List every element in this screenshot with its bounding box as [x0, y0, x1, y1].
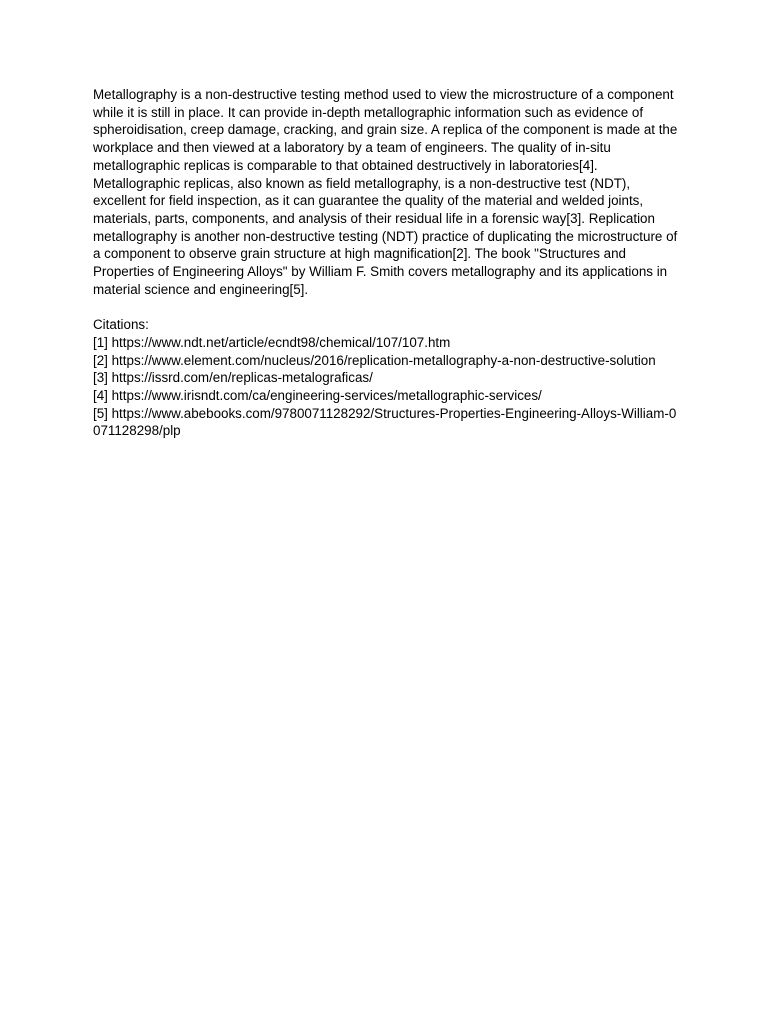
citation-item: [3] https://issrd.com/en/replicas-metalograficas/: [93, 370, 373, 386]
paragraph-spacer: [93, 298, 678, 316]
citation-item: [5] https://www.abebooks.com/9780071128292/Structures-Properties-Engineering-Alloys-William-0071128298/plp: [93, 405, 677, 439]
body-paragraph: Metallography is a non-destructive testing method used to view the microstructure of a component while it is still in place. It can provide in-depth metallographic information such as evidence of spheroidisation, creep damage, cracking, and grain size. A replica of the component is made at the workplace and then viewed at a laboratory by a team of engineers. The quality of in-situ metallographic replicas is comparable to that obtained destructively in laboratories[4]. Metallographic replicas, also known as field metallography, is a non-destructive test (NDT), excellent for field inspection, as it can guarantee the quality of the material and welded joints, materials, parts, components, and analysis of their residual life in a forensic way[3]. Replication metallography is another non-destructive testing (NDT) practice of duplicating the microstructure of a component to observe grain structure at high magnification[2]. The book "Structures and Properties of Engineering Alloys" by William F. Smith covers metallography and its applications in material science and engineering[5].: [93, 87, 678, 297]
document-content: [93, 86, 678, 440]
citations-heading: Citations:: [93, 317, 149, 333]
citation-item: [4] https://www.irisndt.com/ca/engineering-services/metallographic-services/: [93, 387, 542, 403]
citation-item: [2] https://www.element.com/nucleus/2016/replication-metallography-a-non-destructive-solution: [93, 352, 656, 368]
citation-item: [1] https://www.ndt.net/article/ecndt98/chemical/107/107.htm: [93, 334, 451, 350]
